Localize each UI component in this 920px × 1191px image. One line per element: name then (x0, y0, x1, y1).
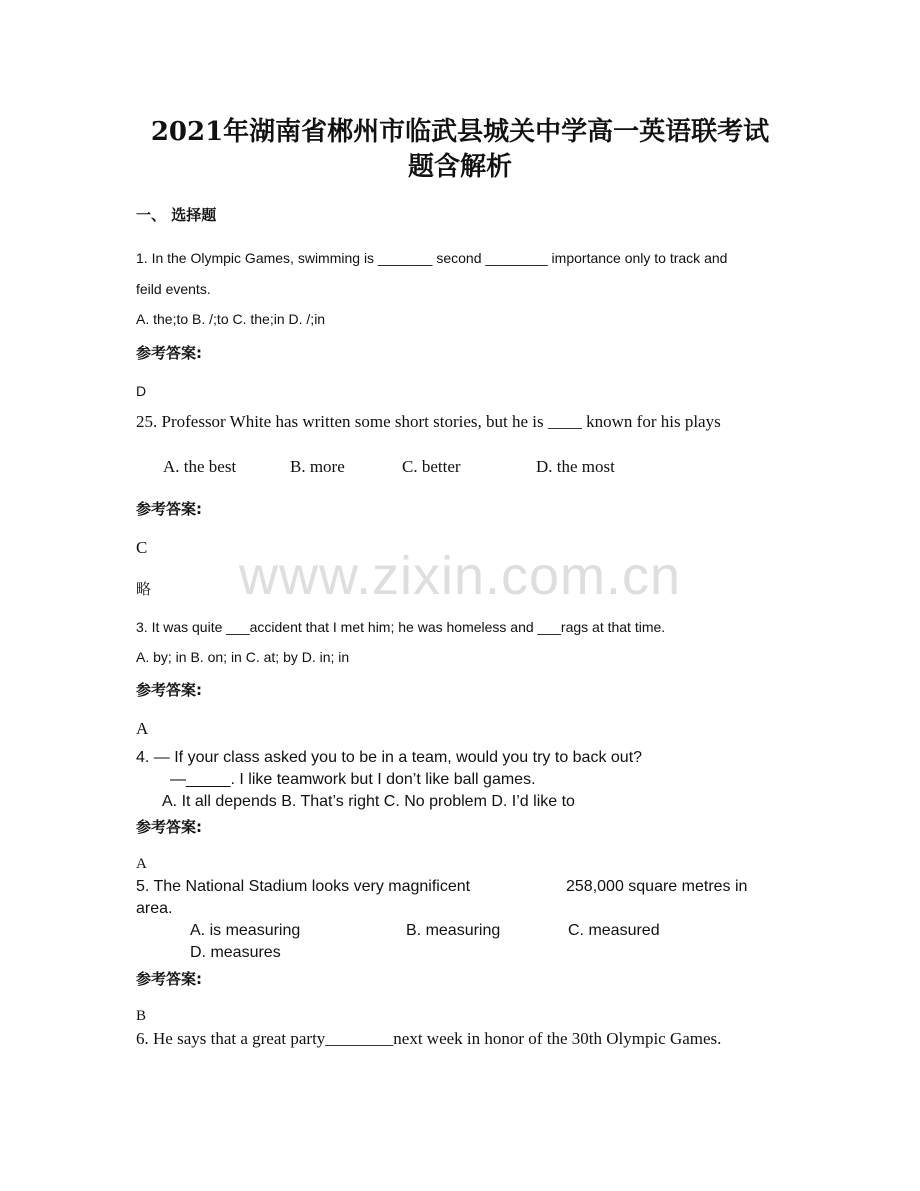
question-4-stem: 4. — If your class asked you to be in a team, would you try to back out? (136, 749, 643, 766)
watermark: www.zixin.com.cn (238, 546, 682, 606)
section-heading: 一、 选择题 (136, 206, 217, 224)
question-1-answer: D (136, 383, 147, 399)
question-5-stem-right: 258,000 square metres in (566, 878, 748, 895)
question-1-stem-continued: feild events. (136, 281, 211, 297)
question-3-stem: 3. It was quite ___accident that I met him; he was homeless and ___rags at that time. (136, 619, 666, 635)
answer-label: 参考答案: (136, 970, 202, 988)
question-5-stem: 5. The National Stadium looks very magnificent (136, 878, 471, 895)
question-5-answer: B (136, 1008, 147, 1024)
question-4-reply: —_____. I like teamwork but I don’t like ball games. (170, 771, 536, 788)
question-5-option-b: B. measuring (406, 922, 501, 939)
question-4-options: A. It all depends B. That’s right C. No problem D. I’d like to (162, 793, 575, 810)
answer-label: 参考答案: (136, 818, 202, 836)
document-title-line-2: 题含解析 (407, 152, 512, 182)
document-title-line-1: 2021年湖南省郴州市临武县城关中学高一英语联考试 (150, 117, 770, 147)
question-6-stem: 6. He says that a great party________next week in honor of the 30th Olympic Games. (136, 1029, 722, 1048)
question-5-option-a: A. is measuring (190, 922, 301, 939)
question-2-option-a: A. the best (163, 457, 237, 476)
question-3-options: A. by; in B. on; in C. at; by D. in; in (136, 649, 350, 665)
question-5-stem-continued: area. (136, 900, 173, 917)
question-2-stem: 25. Professor White has written some short stories, but he is ____ known for his plays (136, 412, 721, 431)
question-2-note: 略 (136, 580, 152, 598)
question-5-option-d: D. measures (190, 944, 281, 961)
question-1-options: A. the;to B. /;to C. the;in D. /;in (136, 311, 326, 327)
question-1-stem: 1. In the Olympic Games, swimming is _______ second ________ importance only to track and (136, 250, 728, 266)
question-2-answer: C (136, 538, 148, 557)
answer-label: 参考答案: (136, 344, 202, 362)
question-5-option-c: C. measured (568, 922, 660, 939)
answer-label: 参考答案: (136, 500, 202, 518)
question-2-option-b: B. more (290, 457, 345, 476)
question-2-option-c: C. better (402, 457, 461, 476)
answer-label: 参考答案: (136, 681, 202, 699)
question-2-option-d: D. the most (536, 457, 615, 476)
question-3-answer: A (136, 719, 149, 738)
question-4-answer: A (136, 856, 147, 872)
